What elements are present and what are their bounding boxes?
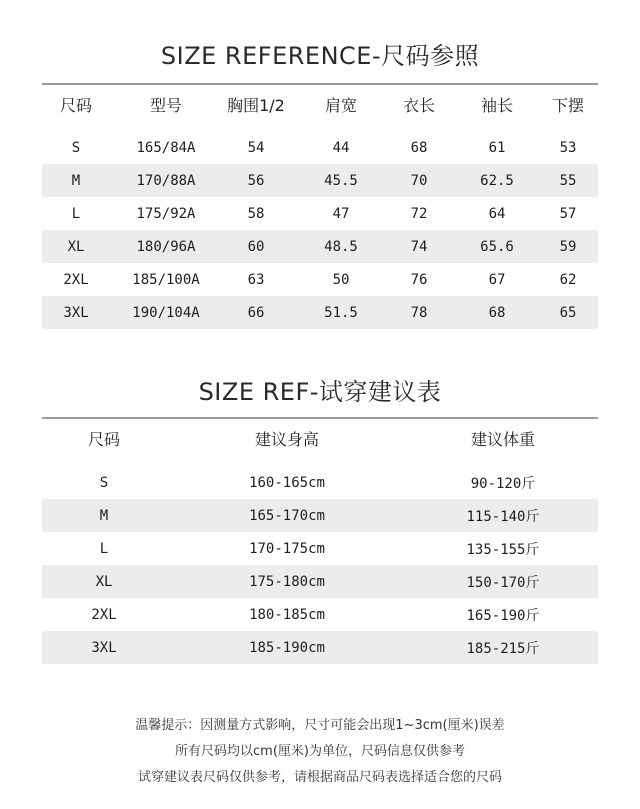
table-cell: 48.5 xyxy=(324,238,358,255)
table-row xyxy=(42,532,598,565)
column-header: 胸围1/2 xyxy=(227,95,285,115)
table-cell: 135-155斤 xyxy=(466,541,540,558)
column-header: 尺码 xyxy=(59,95,92,115)
table-cell: 76 xyxy=(410,271,428,288)
table-row xyxy=(42,466,598,499)
table-cell: 64 xyxy=(488,205,506,222)
table-cell: 57 xyxy=(559,205,577,222)
size-reference-table xyxy=(42,86,598,329)
table-cell: M xyxy=(99,507,109,524)
table-cell: 180/96A xyxy=(136,238,196,255)
table-cell: 62 xyxy=(559,271,577,288)
table-cell: 175-180cm xyxy=(249,573,325,590)
column-header: 型号 xyxy=(149,95,182,115)
table-cell: 180-185cm xyxy=(249,606,325,623)
table-header-row xyxy=(42,420,598,456)
column-header: 衣长 xyxy=(402,95,435,115)
table-cell: 60 xyxy=(247,238,265,255)
table-cell: 61 xyxy=(488,139,506,156)
table-cell: 185-215斤 xyxy=(466,640,540,657)
table-cell: 45.5 xyxy=(324,172,358,189)
table-row xyxy=(42,230,598,263)
table-cell: 175/92A xyxy=(136,205,196,222)
table-cell: 58 xyxy=(247,205,265,222)
table-cell: 55 xyxy=(559,172,577,189)
note-measurement-error: 温馨提示：因测量方式影响，尺寸可能会出现1~3cm(厘米)误差 xyxy=(135,718,505,733)
table-cell: 2XL xyxy=(91,606,117,623)
table-cell: XL xyxy=(67,238,85,255)
fit-suggestion-table xyxy=(42,420,598,664)
table-cell: XL xyxy=(95,573,113,590)
table-row xyxy=(42,631,598,664)
table-cell: 170-175cm xyxy=(249,540,325,557)
column-header: 肩宽 xyxy=(324,95,357,115)
table-cell: 150-170斤 xyxy=(466,574,540,591)
table-cell: 65.6 xyxy=(480,238,514,255)
table-cell: 170/88A xyxy=(136,172,196,189)
table-cell: 50 xyxy=(332,271,350,288)
table-cell: 165/84A xyxy=(136,139,196,156)
note-units: 所有尺码均以cm(厘米)为单位，尺码信息仅供参考 xyxy=(175,744,465,759)
table-cell: L xyxy=(71,205,81,222)
table-row xyxy=(42,197,598,230)
table-row xyxy=(42,131,598,164)
column-header: 袖长 xyxy=(480,95,513,115)
table-cell: M xyxy=(71,172,81,189)
table-cell: 63 xyxy=(247,271,265,288)
column-header: 下摆 xyxy=(551,95,584,115)
table-cell: S xyxy=(71,139,81,156)
table-cell: 165-170cm xyxy=(249,507,325,524)
table-row xyxy=(42,598,598,631)
table-cell: 72 xyxy=(410,205,428,222)
table-cell: 44 xyxy=(332,139,350,156)
table-cell: 47 xyxy=(332,205,350,222)
table-cell: 3XL xyxy=(63,304,89,321)
column-header: 建议体重 xyxy=(470,429,535,449)
table-row xyxy=(42,296,598,329)
table-header-row xyxy=(42,86,598,122)
table-cell: 115-140斤 xyxy=(466,508,540,525)
table-cell: 74 xyxy=(410,238,428,255)
size-ref-fit-title: SIZE REF-试穿建议表 xyxy=(198,378,442,406)
table-row xyxy=(42,164,598,197)
table-cell: L xyxy=(99,540,109,557)
table-cell: 53 xyxy=(559,139,577,156)
table-cell: 78 xyxy=(410,304,428,321)
table-cell: 160-165cm xyxy=(249,474,325,491)
table-cell: S xyxy=(99,474,109,491)
table2-top-rule xyxy=(42,417,598,419)
table-cell: 65 xyxy=(559,304,577,321)
table-cell: 59 xyxy=(559,238,577,255)
table-cell: 66 xyxy=(247,304,265,321)
table-cell: 185-190cm xyxy=(249,639,325,656)
table-cell: 54 xyxy=(247,139,265,156)
table-cell: 3XL xyxy=(91,639,117,656)
table-cell: 68 xyxy=(410,139,428,156)
table-cell: 67 xyxy=(488,271,506,288)
table-cell: 90-120斤 xyxy=(470,475,536,492)
table-cell: 70 xyxy=(410,172,428,189)
table-cell: 56 xyxy=(247,172,265,189)
table-cell: 2XL xyxy=(63,271,89,288)
table-cell: 190/104A xyxy=(132,304,200,321)
table-cell: 68 xyxy=(488,304,506,321)
table-cell: 165-190斤 xyxy=(466,607,540,624)
column-header: 尺码 xyxy=(87,429,120,449)
note-fit-advice: 试穿建议表尺码仅供参考，请根据商品尺码表选择适合您的尺码 xyxy=(137,770,502,785)
table-cell: 185/100A xyxy=(132,271,200,288)
size-reference-title: SIZE REFERENCE-尺码参照 xyxy=(160,42,480,70)
table-row xyxy=(42,565,598,598)
table-row xyxy=(42,263,598,296)
table-row xyxy=(42,499,598,532)
column-header: 建议身高 xyxy=(254,429,319,449)
table-cell: 51.5 xyxy=(324,304,358,321)
table1-top-rule xyxy=(42,83,598,85)
table-cell: 62.5 xyxy=(480,172,514,189)
